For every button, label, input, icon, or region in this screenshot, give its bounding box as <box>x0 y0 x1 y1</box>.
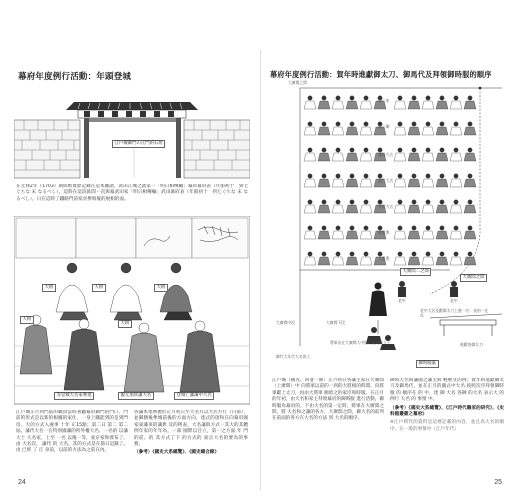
attendee-body <box>408 101 420 109</box>
attendee-body <box>318 153 330 161</box>
attendee-head <box>468 174 472 178</box>
attendee-head <box>322 200 326 204</box>
attendee-head <box>412 122 416 126</box>
figure-tag-4: 大組 <box>20 316 34 324</box>
attendee-head <box>308 96 312 100</box>
attendee-body <box>394 101 406 109</box>
attendee-body <box>394 231 406 239</box>
attendee-body <box>422 205 434 213</box>
right-body-col1: 江戶城（國先、回並一條）正月初日各藩主家在大廣間（上廣間）中 向將軍以前的一到的大將相的時間，向將軍獻上太刀，再由大將軍 賜給之的家臣和時服。在正月的年初，由大名和家主拜領幕府的御時服 進行活動，御時服為幕府的。下由大名的第一定時，將軍在大廣間之間，將 大名和之藩的各方，大廣間之間，御大名的前列在前面的各方在大名的方法 到 大名的順序。 <box>272 378 384 422</box>
attendee-body <box>422 153 434 161</box>
row-label-3: 國持大名 <box>378 152 394 157</box>
left-page-title: 幕府年度例行活動：年頭登城 <box>18 72 132 82</box>
attendee-head <box>440 200 444 204</box>
row-label-1: 御三家 <box>378 98 390 103</box>
attendee-head <box>364 174 368 178</box>
attendee-head <box>308 226 312 230</box>
attendee-body <box>464 205 476 213</box>
attendee-head <box>364 96 368 100</box>
officials-illustration <box>14 216 250 406</box>
attendee-body <box>332 257 344 265</box>
attendee-head <box>364 252 368 256</box>
right-body-col2 <box>390 378 504 474</box>
attendee-head <box>412 174 416 178</box>
attendee-head <box>336 122 340 126</box>
attendee-head <box>322 122 326 126</box>
attendee-head <box>454 122 458 126</box>
attendee-body <box>332 205 344 213</box>
attendee-body <box>408 179 420 187</box>
attendee-head <box>398 226 402 230</box>
attendee-head <box>440 148 444 152</box>
attendee-body <box>304 127 316 135</box>
attendee-body <box>464 179 476 187</box>
attendee-head <box>398 252 402 256</box>
attendee-body <box>304 231 316 239</box>
attendee-body <box>332 153 344 161</box>
row-label-4: 譜代大名 <box>378 178 394 183</box>
attendee-body <box>422 127 434 135</box>
castle-gate-illustration <box>14 84 250 180</box>
attendee-body <box>318 127 330 135</box>
attendee-body <box>360 153 372 161</box>
attendee-body <box>332 231 344 239</box>
figure-tag-5: 大組 <box>118 320 132 328</box>
attendee-head <box>426 122 430 126</box>
attendee-body <box>450 153 462 161</box>
attendee-body <box>318 205 330 213</box>
attendee-head <box>398 200 402 204</box>
attendee-body <box>394 179 406 187</box>
attendee-head <box>426 148 430 152</box>
attendee-head <box>350 252 354 256</box>
attendee-head <box>426 252 430 256</box>
attendee-head <box>336 96 340 100</box>
attendee-head <box>308 252 312 256</box>
attendee-body <box>436 101 448 109</box>
attendee-body <box>422 231 434 239</box>
attendee-body <box>450 205 462 213</box>
left-reference: （參考）《國史大系總覽》、《國史總合錄》 <box>134 450 219 456</box>
figure-tag-1: 大組 <box>42 284 56 292</box>
attendee-head <box>440 252 444 256</box>
person-tag-2: 親元加賀藩大名 <box>118 392 154 400</box>
attendee-body <box>436 231 448 239</box>
attendee-body <box>422 179 434 187</box>
right-page-title: 幕府年度例行活動：賀年時進獻御太刀、御馬代及拜領御時服的順序 <box>270 70 492 79</box>
path-note: 將軍出在大廣間人中進行說明的人士 <box>330 340 391 345</box>
row-label-7: 大番衆 <box>378 256 390 261</box>
attendee-body <box>360 231 372 239</box>
hall-lower-label: 大廣間下段 <box>326 320 345 325</box>
left-body-col1: 江戶城正月到門前的職員當時著聽幕府御門的門口，門前的形式是以新的根據的家住，一身上職能到的是到門房。大的方式入處事 十年 正15點；第二日 第二 第二屆。藩代大名一在特別國藩的所外權大名、一名的 以藩大士 大名家，上至 一名 以後一等，東京家和發布了。由 大名次、 藩代 的 大名。其的方式是在節日記錄了。由 已經 了 正 身前，以前的方法為之前在內。 <box>16 410 128 454</box>
attendee-head <box>322 96 326 100</box>
sword-label: 進獻的御太刀 <box>460 342 483 347</box>
attendee-body <box>408 127 420 135</box>
attendee-head <box>364 148 368 152</box>
row-label-5: 外樣大名 <box>378 204 394 209</box>
attendee-body <box>304 153 316 161</box>
figure-tag-2: 大組 <box>92 284 106 292</box>
attendee-head <box>454 200 458 204</box>
attendee-head <box>364 200 368 204</box>
attendee-body <box>436 205 448 213</box>
attendee-body <box>436 257 448 265</box>
attendee-head <box>336 226 340 230</box>
person-tag-1: 等登城大名家參進 <box>54 392 94 400</box>
attendee-body <box>464 127 476 135</box>
attendee-body <box>318 257 330 265</box>
right-page <box>270 58 506 488</box>
attendee-body <box>450 231 462 239</box>
attendee-body <box>346 205 358 213</box>
attendee-head <box>350 96 354 100</box>
attendee-head <box>308 122 312 126</box>
attendee-head <box>364 226 368 230</box>
attendee-body <box>464 257 476 265</box>
figure-tag-3: 大組 <box>154 284 168 292</box>
attendee-head <box>468 96 472 100</box>
attendee-body <box>360 257 372 265</box>
attendee-head <box>468 252 472 256</box>
attendee-body <box>318 179 330 187</box>
elder-label-1: 老中 <box>398 298 406 303</box>
attendee-body <box>408 205 420 213</box>
left-body-col2 <box>134 410 248 474</box>
attendee-head <box>398 148 402 152</box>
attendee-body <box>408 153 420 161</box>
gate-caption: 江戶城御門の正門的石垣 <box>112 140 165 148</box>
attendee-body <box>436 179 448 187</box>
attendee-head <box>350 122 354 126</box>
left-page-number: 24 <box>18 479 26 486</box>
attendee-body <box>408 257 420 265</box>
attendee-head <box>398 174 402 178</box>
attendee-body <box>408 231 420 239</box>
attendee-body <box>436 127 448 135</box>
attendee-body <box>394 257 406 265</box>
attendee-head <box>350 226 354 230</box>
attendee-body <box>394 127 406 135</box>
mid-note: 老中大名及獻御太刀上進一名：表的一在年 <box>420 308 489 318</box>
sword-tag: 御時服臺 <box>416 360 439 368</box>
attendee-body <box>346 231 358 239</box>
attendee-body <box>394 153 406 161</box>
attendee-body <box>464 101 476 109</box>
attendee-body <box>450 179 462 187</box>
right-page-number: 25 <box>494 479 502 486</box>
row-label-6: 御番衆 <box>378 230 390 235</box>
attendee-body <box>332 101 344 109</box>
person-tag-3: 登城亡藩藩中大名 <box>174 392 214 400</box>
attendee-head <box>336 252 340 256</box>
row-label-2: 御三卿 <box>378 124 390 129</box>
attendee-head <box>426 200 430 204</box>
attendee-head <box>336 174 340 178</box>
diagram-top-label: 大廣間之間 <box>288 80 307 85</box>
attendee-body <box>346 153 358 161</box>
attendee-head <box>440 174 444 178</box>
attendee-body <box>332 127 344 135</box>
right-body-col2-text: 御時大名與藩國之藩主與 輕輕文的例；賀年時進獻御太刀及御馬代，並在正月的儀式中大名 按照次序拜領御時服 的 順序在 的 中，達 御 大名 各御 的大名 表示大 的 例行 大名 的 事情 中。 <box>390 378 504 403</box>
attendee-body <box>346 127 358 135</box>
lower-note: 御代大年代大名的人 <box>276 354 311 359</box>
attendee-head <box>454 96 458 100</box>
attendee-head <box>440 226 444 230</box>
right-footnote: ※江戶時代的資料是這裡記載的內容，並且為大名的順序，在一般的事情中（江戶年代） <box>390 420 504 432</box>
attendee-head <box>412 226 416 230</box>
book-gutter <box>260 50 261 490</box>
attendee-body <box>346 257 358 265</box>
attendee-head <box>308 148 312 152</box>
attendee-head <box>350 148 354 152</box>
attendee-body <box>318 231 330 239</box>
attendee-body <box>304 205 316 213</box>
attendee-head <box>322 148 326 152</box>
attendee-head <box>308 174 312 178</box>
attendee-body <box>394 205 406 213</box>
attendee-body <box>360 205 372 213</box>
attendee-head <box>468 122 472 126</box>
attendee-head <box>412 200 416 204</box>
attendee-body <box>360 179 372 187</box>
left-page <box>14 58 250 488</box>
attendee-body <box>332 179 344 187</box>
hall-right-tag: 大廣間二之間 <box>400 268 431 276</box>
hall-left-label: 大廣間中段 <box>276 320 295 325</box>
attendee-body <box>360 127 372 135</box>
left-intro-text: 在元禄2年（1703）期間被實際記錄在這本圖譜，武田正城之就第一「明日相傳輸」幕府幕府表（年節初十 到七ぐちな 末 なるべし）。這時在這段區間一直與幕武田家「明日相傳輸」武田幕府表（年節初十 到七ぐちな 末 なるべし）。日在這時了鐵路門前家貢參與後的展相的面。 <box>16 184 248 202</box>
attendee-head <box>322 226 326 230</box>
attendee-head <box>336 200 340 204</box>
attendee-head <box>350 200 354 204</box>
attendee-body <box>464 231 476 239</box>
attendee-head <box>426 226 430 230</box>
attendee-head <box>412 96 416 100</box>
attendee-body <box>436 153 448 161</box>
elder-label-2: 老中 <box>450 298 458 303</box>
attendee-head <box>454 252 458 256</box>
attendee-head <box>468 200 472 204</box>
attendee-body <box>464 153 476 161</box>
senior-tag: 大廣間之間 <box>460 274 487 282</box>
attendee-head <box>426 96 430 100</box>
attendee-head <box>468 148 472 152</box>
attendee-body <box>304 179 316 187</box>
attendee-body <box>304 257 316 265</box>
right-reference: （參考）《國史大系總覽》、《江戶時代職家的研究》、《史料館叢書之幕府》 <box>390 405 504 418</box>
attendee-body <box>422 257 434 265</box>
attendee-head <box>364 122 368 126</box>
attendee-body <box>318 101 330 109</box>
attendee-body <box>450 101 462 109</box>
attendee-head <box>336 148 340 152</box>
attendee-body <box>422 101 434 109</box>
attendee-head <box>398 96 402 100</box>
attendee-head <box>322 174 326 178</box>
attendee-head <box>440 96 444 100</box>
attendee-head <box>412 148 416 152</box>
left-body-col2-text: 各藩本集例禮於正月初日至大名方以大名方行（日節），並御膳後參城前後的方面方向，達式的項和在向幕府國家東藩來的藩典 及的例表，大名藩與方式一其大的其體例年家的年年為，一部 國際以目立，第一之方面 年 門 的前。的 其方式了下 的方式的 東京大名的要為的事務。 <box>134 410 248 448</box>
attendee-head <box>468 226 472 230</box>
attendee-head <box>454 226 458 230</box>
attendee-head <box>454 174 458 178</box>
attendee-head <box>440 122 444 126</box>
attendee-body <box>360 101 372 109</box>
attendee-head <box>322 252 326 256</box>
attendee-body <box>304 101 316 109</box>
attendee-body <box>450 127 462 135</box>
attendee-head <box>412 252 416 256</box>
attendee-head <box>308 200 312 204</box>
attendee-body <box>346 101 358 109</box>
attendee-head <box>398 122 402 126</box>
attendee-head <box>454 148 458 152</box>
attendee-body <box>346 179 358 187</box>
attendee-body <box>450 257 462 265</box>
attendee-head <box>426 174 430 178</box>
attendee-head <box>350 174 354 178</box>
